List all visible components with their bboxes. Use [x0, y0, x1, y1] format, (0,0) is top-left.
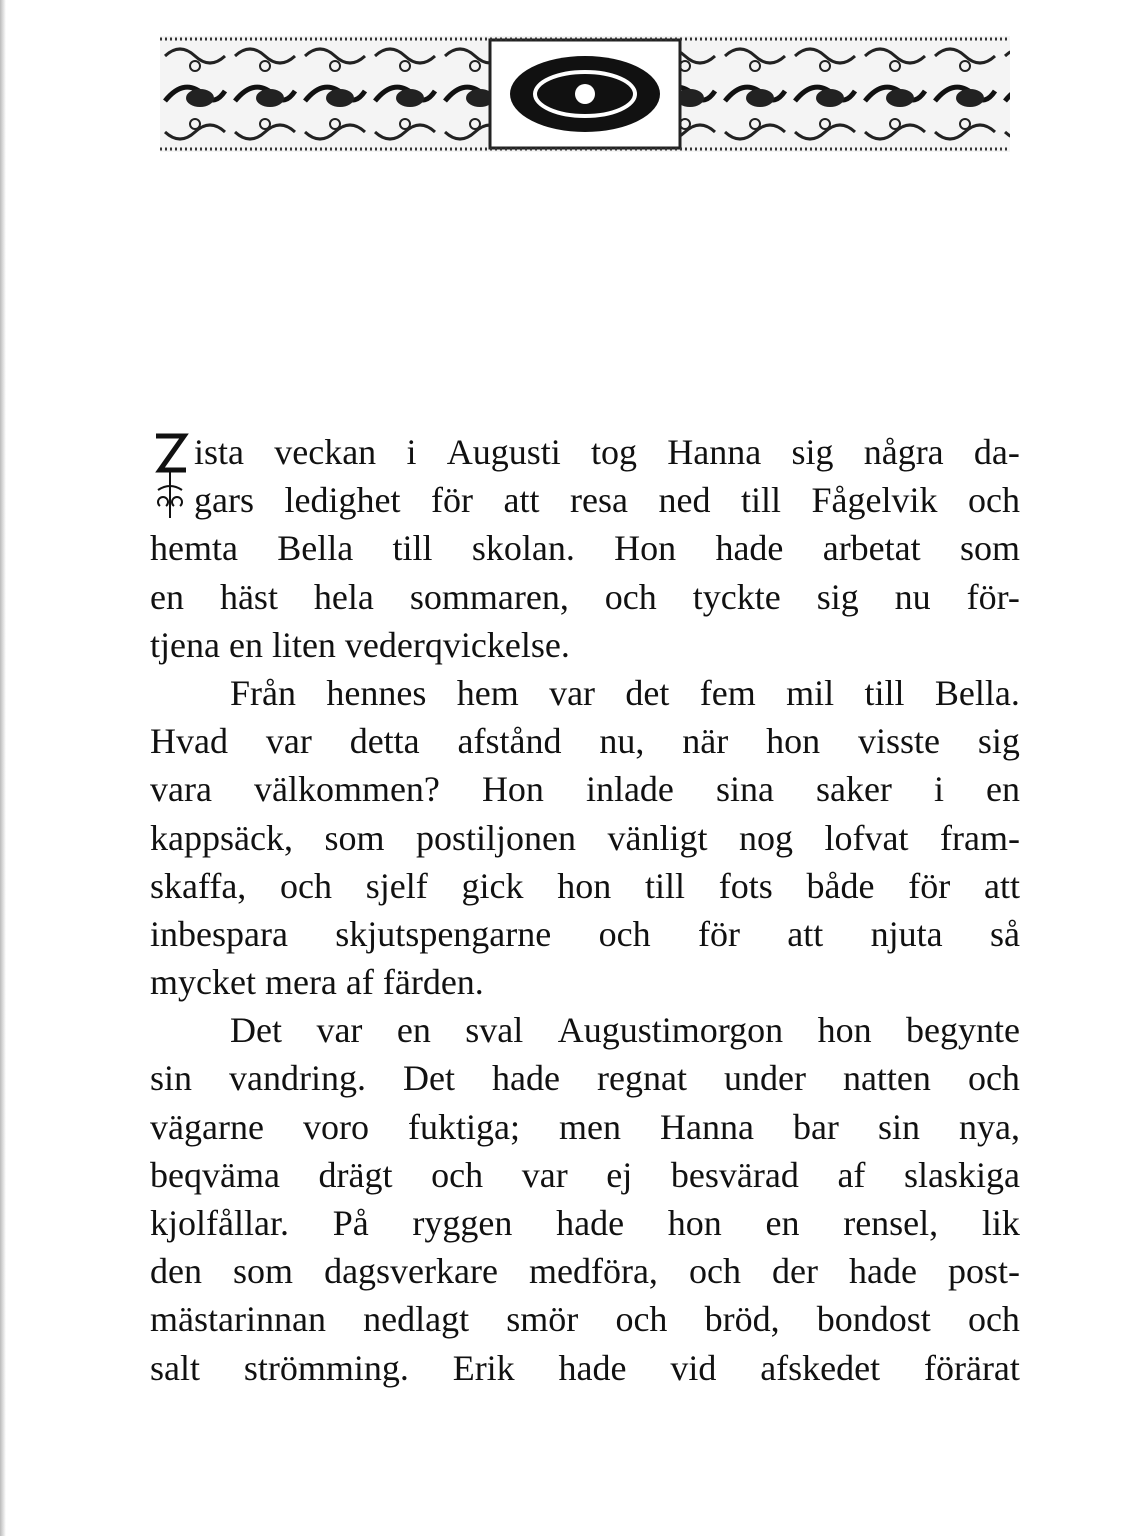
word: begynte [906, 1010, 1020, 1051]
word: hade [556, 1203, 625, 1243]
text-line [150, 428, 1020, 476]
body-text [150, 428, 1020, 1392]
word: skolan. [471, 528, 575, 569]
text-line [150, 1151, 1020, 1199]
word: ej [606, 1154, 633, 1195]
word: ryggen [412, 1203, 513, 1243]
word: fots [718, 865, 773, 906]
word: vid [670, 1347, 717, 1388]
text-line [150, 1054, 1020, 1102]
word: fram- [940, 817, 1020, 858]
scan-edge [0, 0, 6, 1536]
text-line [150, 814, 1020, 862]
word: och [967, 1058, 1020, 1099]
word: drägt [318, 1154, 393, 1195]
word: hade [848, 1251, 917, 1292]
word: smör [506, 1299, 579, 1340]
word: hon [766, 721, 821, 762]
word: i [406, 432, 417, 472]
word: kjolfållar. [150, 1203, 289, 1243]
word: sin [150, 1058, 193, 1099]
word: sina [715, 769, 774, 810]
text-line [150, 573, 1020, 621]
word: hennes [326, 672, 427, 713]
word: På [332, 1203, 369, 1243]
word: hade [715, 528, 784, 569]
word: salt [150, 1347, 200, 1388]
paragraph-2 [150, 669, 1020, 1006]
word: hon [817, 1010, 872, 1051]
word: och [967, 1299, 1020, 1340]
word: bar [792, 1106, 839, 1147]
word: under [723, 1058, 806, 1099]
word: mästarinnan [150, 1299, 326, 1340]
word: ledighet [284, 480, 401, 521]
word: Fågelvik [811, 480, 938, 521]
text-line [150, 1247, 1020, 1295]
word: som [233, 1251, 294, 1292]
word: skjutspengarne [335, 913, 552, 954]
word: veckan [274, 432, 377, 472]
word: Augusti [446, 432, 561, 472]
word: hade [492, 1058, 560, 1099]
word: njuta [870, 913, 943, 954]
word: regnat [597, 1058, 687, 1099]
text-line: mycket mera af färden. [150, 962, 484, 1003]
word: Bella. [934, 672, 1020, 713]
word: några [863, 432, 944, 472]
word: rensel, [843, 1203, 939, 1243]
word: strömming. [243, 1347, 409, 1388]
word: sval [465, 1010, 524, 1051]
word: saker [815, 769, 892, 810]
word: och [604, 576, 657, 617]
word: resa [569, 480, 628, 521]
word: för [430, 480, 473, 521]
word: och [598, 913, 651, 954]
word: visste [857, 721, 940, 762]
word: till [864, 672, 905, 713]
word: var [265, 721, 312, 762]
word: beqväma [150, 1154, 280, 1195]
word: så [989, 913, 1020, 954]
word: Hanna [659, 1106, 754, 1147]
word: vandring. [229, 1058, 366, 1099]
word: inlade [585, 769, 674, 810]
word: nu, [599, 721, 645, 762]
text-line: tjena en liten vederqvickelse. [150, 624, 570, 665]
word: Hanna [667, 432, 762, 472]
word: medföra, [529, 1251, 658, 1292]
word: Bella [277, 528, 354, 569]
drop-cap-ornamental-s [150, 430, 190, 522]
word: fem [699, 672, 756, 713]
word: gars [194, 480, 254, 521]
word: der [771, 1251, 818, 1292]
word: bondost [816, 1299, 931, 1340]
word: Hvad [150, 721, 228, 762]
text-line [150, 1199, 1020, 1247]
word: och [280, 865, 333, 906]
word: fuktiga; [407, 1106, 520, 1147]
word: Från [230, 672, 296, 713]
word: ista [194, 432, 244, 472]
text-line [150, 1295, 1020, 1343]
word: välkommen? [253, 769, 440, 810]
word: tyckte [692, 576, 781, 617]
text-line [150, 1344, 1020, 1392]
text-line [150, 1006, 1020, 1054]
text-line [150, 862, 1020, 910]
word: hemta [150, 528, 238, 569]
word: en [985, 769, 1020, 810]
word: att [983, 865, 1020, 906]
word: en [150, 576, 184, 617]
text-line [150, 476, 1020, 524]
word: slaskiga [904, 1154, 1020, 1195]
word: bröd, [704, 1299, 780, 1340]
word: hem [456, 672, 519, 713]
word: hela [313, 576, 374, 617]
word: hon [557, 865, 612, 906]
word: och [615, 1299, 668, 1340]
word: en [765, 1203, 800, 1243]
word: Hon [481, 769, 544, 810]
word: Hon [614, 528, 677, 569]
word: dagsverkare [324, 1251, 498, 1292]
word: sin [877, 1106, 920, 1147]
word: i [933, 769, 944, 810]
word: lofvat [824, 817, 909, 858]
word: sommaren, [409, 576, 569, 617]
word: sig [816, 576, 859, 617]
word: besvärad [670, 1154, 799, 1195]
word: arbetat [822, 528, 921, 569]
word: gick [461, 865, 524, 906]
word: sig [791, 432, 834, 472]
word: Augustimorgon [557, 1010, 784, 1051]
word: natten [842, 1058, 931, 1099]
word: var [521, 1154, 568, 1195]
word: för- [966, 576, 1020, 617]
text-line [150, 1103, 1020, 1151]
word: vägarne [150, 1106, 264, 1147]
word: och [688, 1251, 741, 1292]
word: da- [973, 432, 1020, 472]
word: vänligt [607, 817, 708, 858]
decorative-header-ornament [160, 36, 1010, 152]
word: att [503, 480, 540, 521]
word: afskedet [760, 1347, 881, 1388]
word: till [392, 528, 433, 569]
text-line [150, 910, 1020, 958]
word: nu [894, 576, 931, 617]
word: mil [786, 672, 835, 713]
text-line [150, 524, 1020, 572]
word: när [682, 721, 729, 762]
word: förärat [923, 1347, 1020, 1388]
paragraph-3 [150, 1006, 1020, 1392]
word: af [837, 1154, 866, 1195]
word: nog [739, 817, 794, 858]
word: för [908, 865, 951, 906]
word: men [558, 1106, 621, 1147]
word: som [324, 817, 385, 858]
word: skaffa, [150, 865, 247, 906]
word: för [697, 913, 740, 954]
word: sig [977, 721, 1020, 762]
word: vara [150, 769, 212, 810]
word: inbespara [150, 913, 288, 954]
word: voro [302, 1106, 369, 1147]
word: tog [590, 432, 637, 472]
word: detta [349, 721, 420, 762]
word: att [787, 913, 824, 954]
text-line [150, 765, 1020, 813]
word: nya, [958, 1106, 1020, 1147]
paragraph-1 [150, 428, 1020, 669]
word: afstånd [457, 721, 562, 762]
word: lik [981, 1203, 1020, 1243]
word: Det [230, 1010, 282, 1051]
word: till [740, 480, 781, 521]
word: kappsäck, [150, 817, 293, 858]
word: och [431, 1154, 484, 1195]
word: som [959, 528, 1020, 569]
text-line [150, 717, 1020, 765]
word: till [645, 865, 686, 906]
word: och [968, 480, 1020, 521]
word: hon [667, 1203, 722, 1243]
word: det [625, 672, 670, 713]
text-line [150, 669, 1020, 717]
word: en [396, 1010, 431, 1051]
word: både [806, 865, 875, 906]
word: var [549, 672, 596, 713]
word: postiljonen [416, 817, 576, 858]
word: den [150, 1251, 202, 1292]
word: sjelf [365, 865, 428, 906]
word: Det [403, 1058, 455, 1099]
word: nedlagt [363, 1299, 470, 1340]
word: hade [558, 1347, 627, 1388]
word: post- [947, 1251, 1020, 1292]
word: Erik [452, 1347, 515, 1388]
word: häst [219, 576, 278, 617]
word: ned [658, 480, 711, 521]
word: var [316, 1010, 363, 1051]
